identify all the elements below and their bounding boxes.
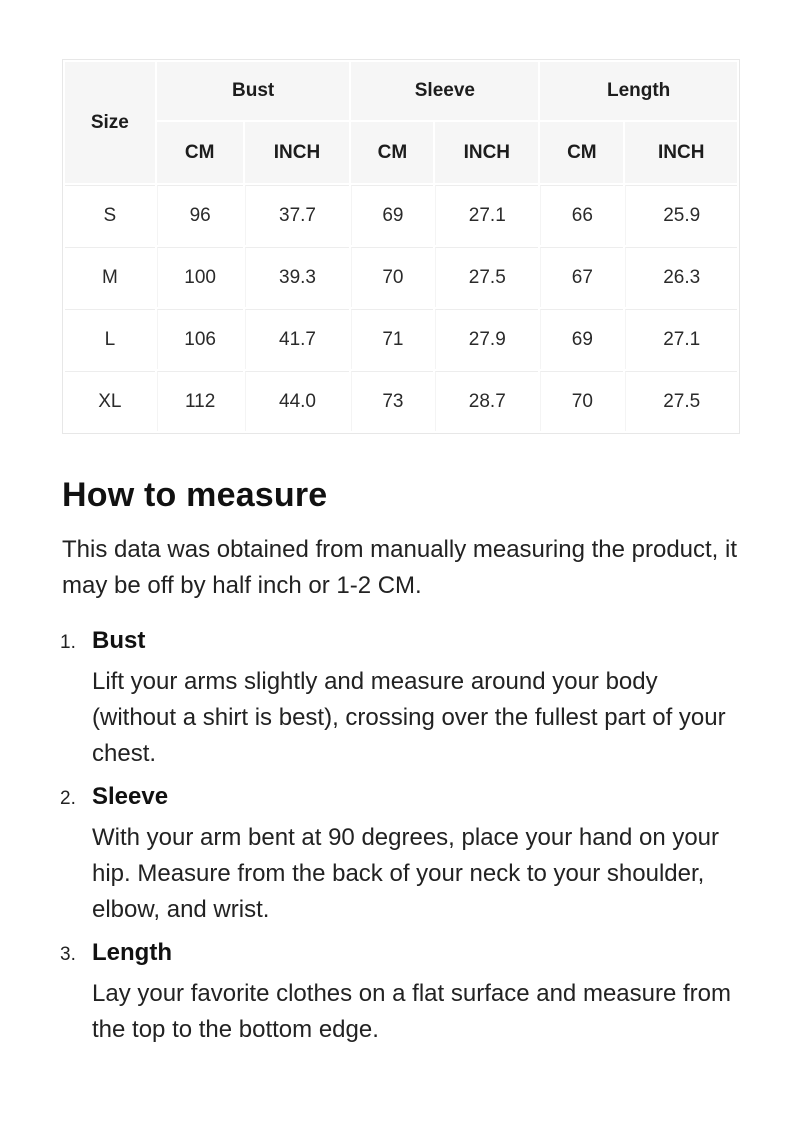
step-label: Sleeve [92, 783, 169, 810]
length-cm-cell: 67 [540, 247, 623, 307]
size-chart-header [65, 62, 737, 183]
header-group-row [65, 62, 737, 120]
size-cell: S [65, 185, 155, 245]
header-size: Size [65, 62, 155, 183]
length-inch-cell: 27.1 [625, 309, 737, 369]
size-chart-table [62, 59, 740, 434]
step-number: 3. [60, 944, 76, 965]
length-cm-cell: 66 [540, 185, 623, 245]
step-length [62, 939, 742, 1048]
length-inch-cell: 26.3 [625, 247, 737, 307]
header-sleeve-inch: INCH [435, 122, 538, 183]
bust-inch-cell: 41.7 [245, 309, 350, 369]
step-number: 1. [60, 632, 76, 653]
size-cell: L [65, 309, 155, 369]
header-bust-inch: INCH [245, 122, 350, 183]
size-cell: M [65, 247, 155, 307]
measure-steps-list [62, 627, 742, 1048]
bust-inch-cell: 37.7 [245, 185, 350, 245]
header-group-length: Length [540, 62, 737, 120]
table-row-m [65, 247, 737, 307]
sleeve-inch-cell: 27.5 [435, 247, 538, 307]
sleeve-cm-cell: 70 [351, 247, 433, 307]
length-cm-cell: 70 [540, 371, 623, 431]
bust-cm-cell: 96 [157, 185, 243, 245]
size-chart-body [65, 185, 737, 431]
step-label: Length [92, 939, 172, 966]
sleeve-cm-cell: 71 [351, 309, 433, 369]
step-description: Lay your favorite clothes on a flat surface and measure from the top to the bottom edge. [92, 980, 731, 1043]
step-label: Bust [92, 627, 146, 654]
header-sleeve-cm: CM [351, 122, 433, 183]
bust-cm-cell: 106 [157, 309, 243, 369]
sleeve-inch-cell: 28.7 [435, 371, 538, 431]
length-inch-cell: 27.5 [625, 371, 737, 431]
bust-cm-cell: 100 [157, 247, 243, 307]
size-cell: XL [65, 371, 155, 431]
step-number: 2. [60, 788, 76, 809]
sleeve-cm-cell: 73 [351, 371, 433, 431]
step-description: Lift your arms slightly and measure around your body (without a shirt is best), crossing over the fullest part of your chest. [92, 668, 726, 767]
header-group-sleeve: Sleeve [351, 62, 538, 120]
table-row-xl [65, 371, 737, 431]
how-to-measure-title: How to measure [62, 476, 328, 514]
length-cm-cell: 69 [540, 309, 623, 369]
table-row-l [65, 309, 737, 369]
bust-cm-cell: 112 [157, 371, 243, 431]
step-bust [62, 627, 742, 772]
bust-inch-cell: 44.0 [245, 371, 350, 431]
sleeve-inch-cell: 27.9 [435, 309, 538, 369]
header-length-inch: INCH [625, 122, 737, 183]
bust-inch-cell: 39.3 [245, 247, 350, 307]
header-unit-row [65, 122, 737, 183]
how-to-measure-section [62, 476, 742, 1048]
table-row-s [65, 185, 737, 245]
header-length-cm: CM [540, 122, 623, 183]
how-to-measure-intro: This data was obtained from manually measuring the product, it may be off by half inch or 1-2 CM. [62, 536, 738, 599]
step-description: With your arm bent at 90 degrees, place your hand on your hip. Measure from the back of your neck to your shoulder, elbow, and wrist. [92, 824, 720, 923]
sleeve-inch-cell: 27.1 [435, 185, 538, 245]
length-inch-cell: 25.9 [625, 185, 737, 245]
header-group-bust: Bust [157, 62, 350, 120]
step-sleeve [62, 783, 742, 928]
header-bust-cm: CM [157, 122, 243, 183]
sleeve-cm-cell: 69 [351, 185, 433, 245]
